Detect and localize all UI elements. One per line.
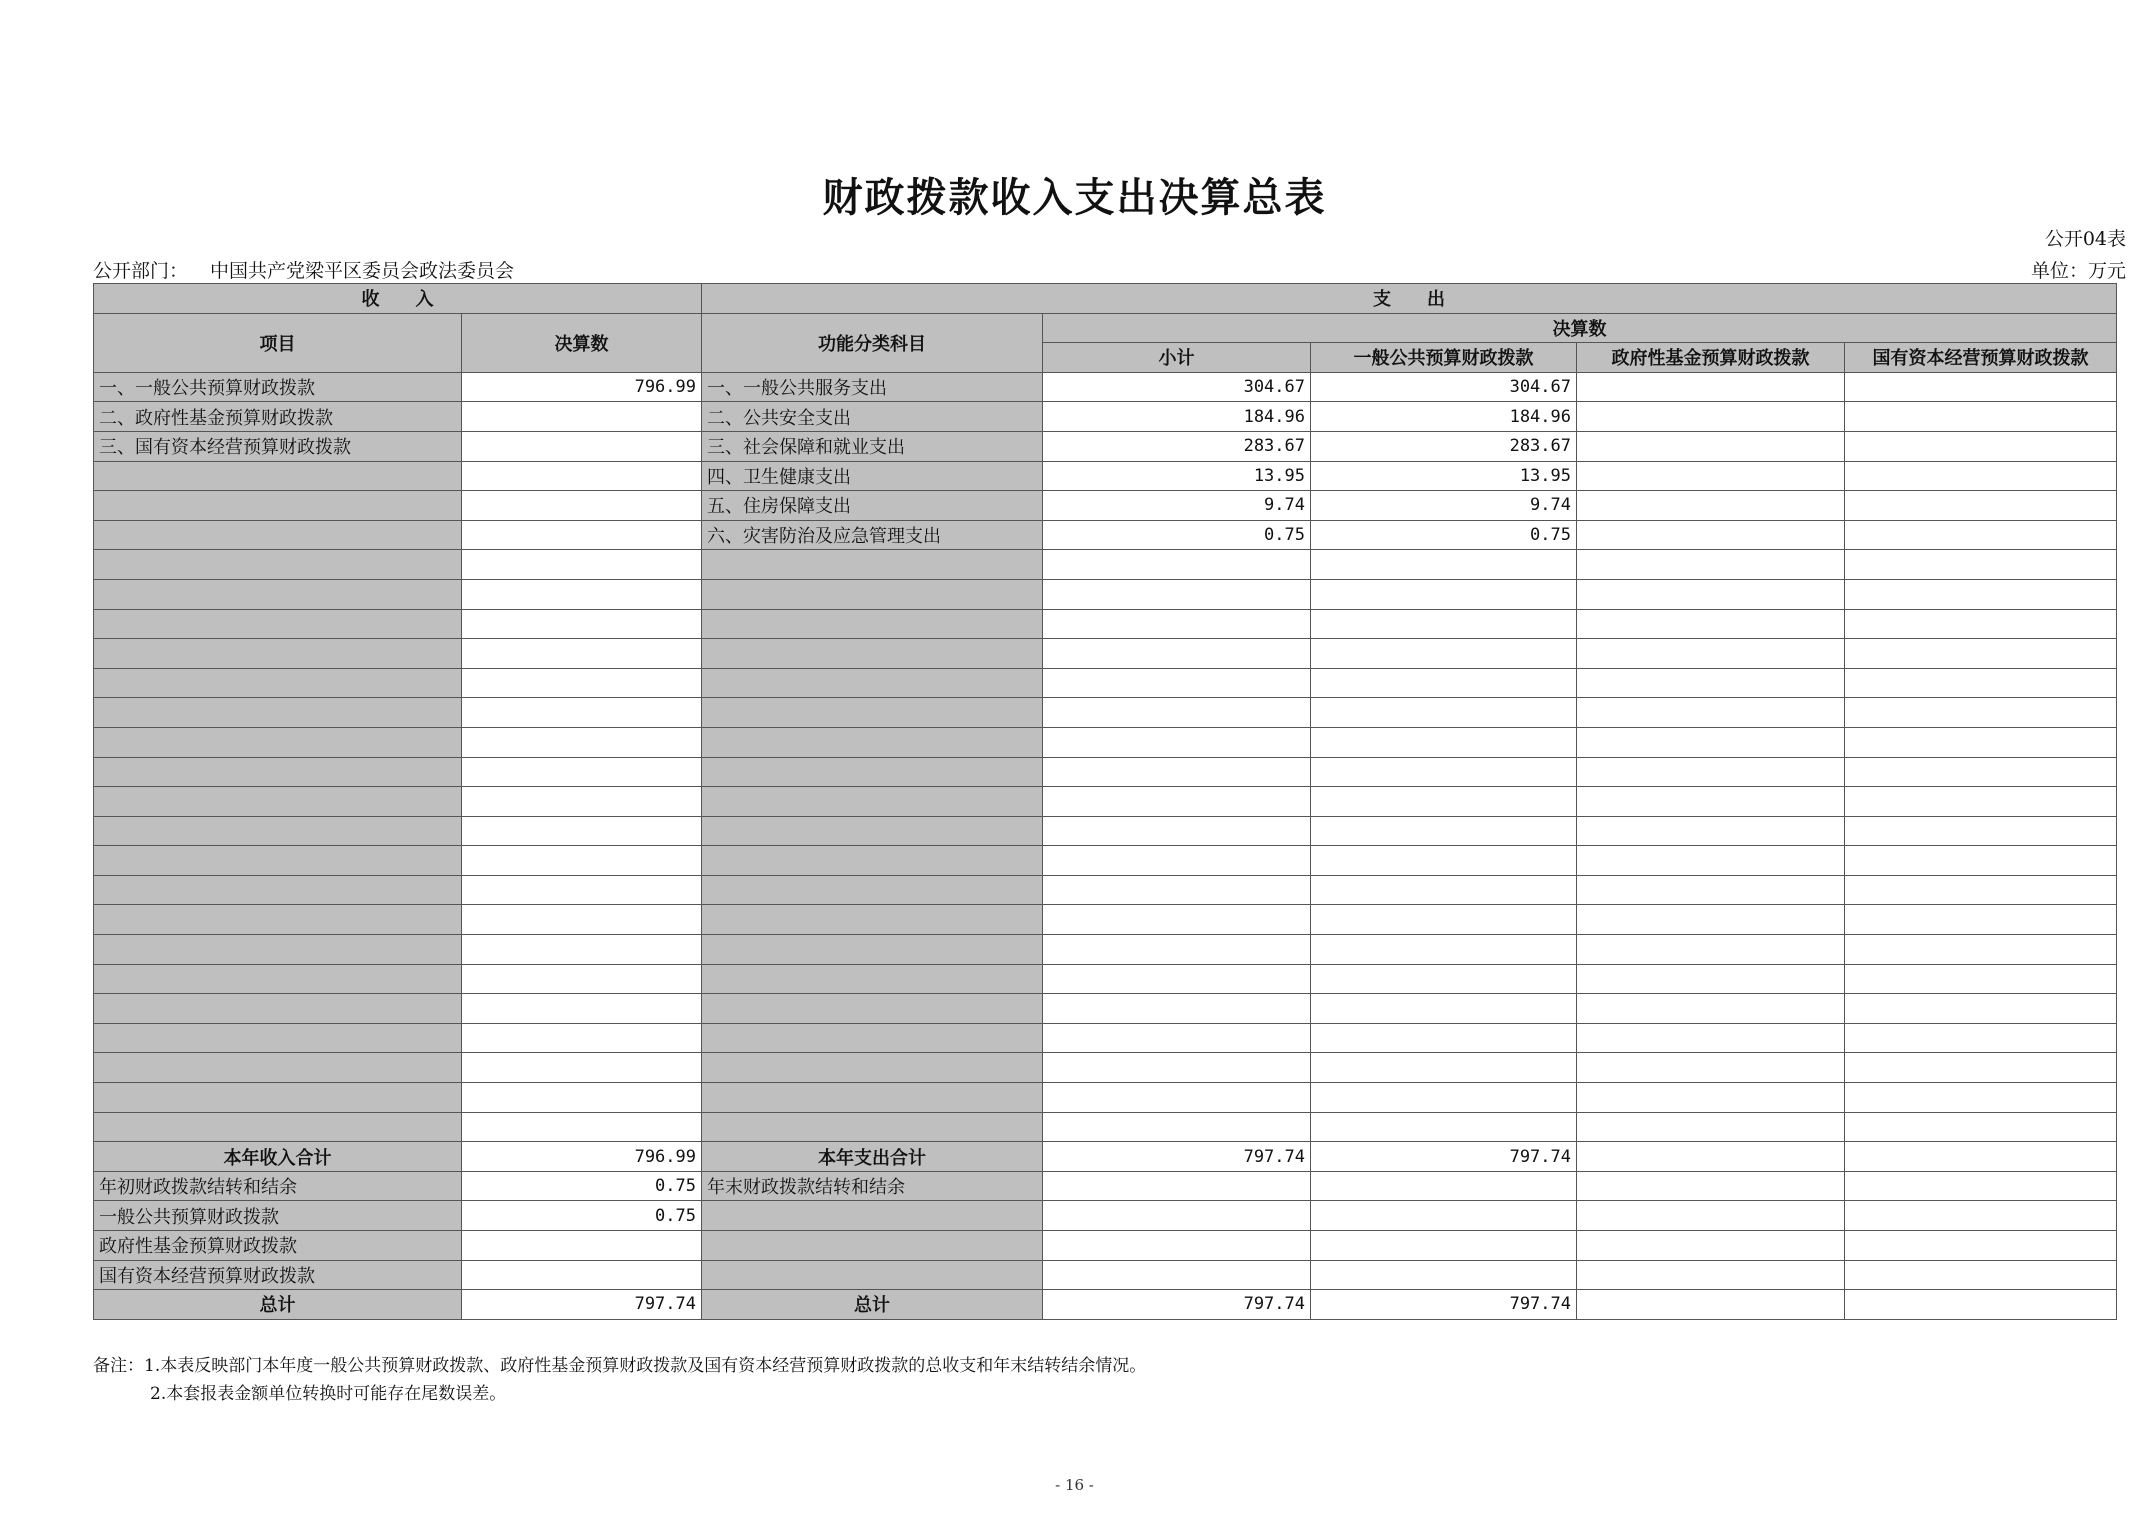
begin-fund-value	[462, 1231, 702, 1261]
expense-item: 四、卫生健康支出	[702, 461, 1043, 491]
begin-capital-label: 国有资本经营预算财政拨款	[94, 1260, 462, 1290]
expense-subtotal: 304.67	[1043, 372, 1311, 402]
expense-fund	[1577, 431, 1845, 461]
empty-row	[94, 609, 2117, 639]
income-item: 三、国有资本经营预算财政拨款	[94, 431, 462, 461]
blank-cell	[702, 846, 1043, 876]
blank-cell	[1577, 609, 1845, 639]
income-amount	[462, 402, 702, 432]
blank-cell	[1311, 1023, 1577, 1053]
blank-cell	[94, 964, 462, 994]
end-balance-capital	[1845, 1171, 2117, 1201]
expense-subtotal: 13.95	[1043, 461, 1311, 491]
income-header: 收 入	[94, 284, 702, 314]
expense-general: 304.67	[1311, 372, 1577, 402]
blank-cell	[462, 1023, 702, 1053]
empty-row	[94, 639, 2117, 669]
blank-cell	[94, 787, 462, 817]
blank-cell	[702, 905, 1043, 935]
blank-cell	[1845, 579, 2117, 609]
blank-cell	[1845, 550, 2117, 580]
blank-cell	[1311, 639, 1577, 669]
blank-cell	[1845, 935, 2117, 965]
blank-cell	[94, 550, 462, 580]
expense-capital	[1845, 402, 2117, 432]
blank-cell	[94, 1053, 462, 1083]
table-row	[94, 402, 2117, 432]
blank-cell	[1043, 964, 1311, 994]
expense-fund	[1577, 461, 1845, 491]
expense-capital	[1845, 520, 2117, 550]
blank-cell	[1043, 727, 1311, 757]
blank-cell	[94, 1023, 462, 1053]
expense-item: 一、一般公共服务支出	[702, 372, 1043, 402]
expense-subtotal: 0.75	[1043, 520, 1311, 550]
blank-cell	[1311, 668, 1577, 698]
blank-cell	[1845, 1231, 2117, 1261]
blank-cell	[702, 639, 1043, 669]
table-row	[94, 461, 2117, 491]
begin-general-label: 一般公共预算财政拨款	[94, 1201, 462, 1231]
empty-row	[94, 1023, 2117, 1053]
blank-cell	[462, 698, 702, 728]
blank-cell	[702, 994, 1043, 1024]
blank-cell	[94, 1112, 462, 1142]
blank-cell	[1845, 1112, 2117, 1142]
year-expense-capital	[1845, 1142, 2117, 1172]
blank-cell	[1845, 1023, 2117, 1053]
empty-row	[94, 935, 2117, 965]
blank-cell	[702, 1231, 1043, 1261]
gov-fund-header: 政府性基金预算财政拨款	[1577, 343, 1845, 373]
blank-cell	[702, 1083, 1043, 1113]
blank-cell	[1043, 639, 1311, 669]
blank-cell	[1311, 875, 1577, 905]
blank-cell	[462, 905, 702, 935]
blank-cell	[702, 964, 1043, 994]
begin-general-value: 0.75	[462, 1201, 702, 1231]
blank-cell	[1845, 639, 2117, 669]
unit-label: 单位：万元	[2030, 260, 2126, 282]
final-amount-group-header: 决算数	[1043, 313, 2117, 343]
blank-cell	[462, 846, 702, 876]
grand-total-expense-label: 总计	[702, 1290, 1043, 1320]
blank-cell	[94, 579, 462, 609]
blank-cell	[1311, 905, 1577, 935]
blank-cell	[94, 846, 462, 876]
blank-cell	[462, 727, 702, 757]
blank-cell	[1311, 1112, 1577, 1142]
blank-cell	[462, 787, 702, 817]
expense-subtotal: 283.67	[1043, 431, 1311, 461]
blank-cell	[94, 935, 462, 965]
blank-cell	[94, 1083, 462, 1113]
blank-cell	[1043, 787, 1311, 817]
blank-cell	[1577, 639, 1845, 669]
begin-balance-label: 年初财政拨款结转和结余	[94, 1171, 462, 1201]
blank-cell	[94, 994, 462, 1024]
grand-total-expense-fund	[1577, 1290, 1845, 1320]
expense-general: 184.96	[1311, 402, 1577, 432]
blank-cell	[462, 935, 702, 965]
blank-cell	[1845, 816, 2117, 846]
general-budget-header: 一般公共预算财政拨款	[1311, 343, 1577, 373]
blank-cell	[1043, 1201, 1311, 1231]
empty-row	[94, 994, 2117, 1024]
year-total-row	[94, 1142, 2117, 1172]
grand-total-income: 797.74	[462, 1290, 702, 1320]
budget-table	[93, 283, 2117, 1320]
blank-cell	[1577, 816, 1845, 846]
blank-cell	[462, 1112, 702, 1142]
blank-cell	[94, 816, 462, 846]
income-amount: 796.99	[462, 372, 702, 402]
func-category-header: 功能分类科目	[702, 313, 1043, 372]
empty-row	[94, 668, 2117, 698]
empty-row	[94, 787, 2117, 817]
blank-cell	[1311, 1201, 1577, 1231]
blank-cell	[1043, 905, 1311, 935]
blank-cell	[462, 609, 702, 639]
empty-row	[94, 757, 2117, 787]
blank-cell	[1043, 698, 1311, 728]
item-header: 项目	[94, 313, 462, 372]
final-amount-header: 决算数	[462, 313, 702, 372]
blank-cell	[1311, 994, 1577, 1024]
blank-cell	[1577, 1023, 1845, 1053]
end-balance-fund	[1577, 1171, 1845, 1201]
blank-cell	[1577, 1231, 1845, 1261]
blank-cell	[1577, 905, 1845, 935]
expense-item: 五、住房保障支出	[702, 491, 1043, 521]
expense-general: 283.67	[1311, 431, 1577, 461]
blank-cell	[1311, 550, 1577, 580]
blank-cell	[1043, 668, 1311, 698]
income-amount	[462, 520, 702, 550]
blank-cell	[702, 875, 1043, 905]
blank-cell	[1845, 994, 2117, 1024]
blank-cell	[462, 1053, 702, 1083]
blank-cell	[1845, 846, 2117, 876]
blank-cell	[94, 905, 462, 935]
blank-cell	[462, 816, 702, 846]
balance-row	[94, 1260, 2117, 1290]
expense-fund	[1577, 372, 1845, 402]
blank-cell	[702, 579, 1043, 609]
blank-cell	[702, 1201, 1043, 1231]
blank-cell	[1311, 698, 1577, 728]
blank-cell	[702, 787, 1043, 817]
blank-cell	[1043, 1260, 1311, 1290]
blank-cell	[702, 935, 1043, 965]
table-row	[94, 520, 2117, 550]
empty-row	[94, 727, 2117, 757]
blank-cell	[1043, 1112, 1311, 1142]
blank-cell	[462, 1083, 702, 1113]
blank-cell	[1577, 757, 1845, 787]
empty-row	[94, 550, 2117, 580]
income-amount	[462, 431, 702, 461]
blank-cell	[1043, 846, 1311, 876]
department-label: 公开部门：	[93, 260, 189, 282]
expense-item: 三、社会保障和就业支出	[702, 431, 1043, 461]
blank-cell	[1311, 1231, 1577, 1261]
blank-cell	[1845, 609, 2117, 639]
year-expense-subtotal: 797.74	[1043, 1142, 1311, 1172]
blank-cell	[1311, 816, 1577, 846]
empty-row	[94, 816, 2117, 846]
empty-row	[94, 1083, 2117, 1113]
year-income-value: 796.99	[462, 1142, 702, 1172]
blank-cell	[1577, 579, 1845, 609]
blank-cell	[1311, 846, 1577, 876]
begin-capital-value	[462, 1260, 702, 1290]
blank-cell	[1577, 875, 1845, 905]
end-balance-label: 年末财政拨款结转和结余	[702, 1171, 1043, 1201]
blank-cell	[1577, 550, 1845, 580]
table-row	[94, 431, 2117, 461]
expense-item: 二、公共安全支出	[702, 402, 1043, 432]
blank-cell	[1043, 1083, 1311, 1113]
blank-cell	[702, 727, 1043, 757]
blank-cell	[1845, 727, 2117, 757]
blank-cell	[1043, 875, 1311, 905]
blank-cell	[1845, 787, 2117, 817]
expense-fund	[1577, 491, 1845, 521]
blank-cell	[94, 757, 462, 787]
blank-cell	[1577, 1112, 1845, 1142]
income-amount	[462, 461, 702, 491]
balance-row	[94, 1201, 2117, 1231]
year-expense-fund	[1577, 1142, 1845, 1172]
income-item	[94, 491, 462, 521]
balance-row	[94, 1171, 2117, 1201]
blank-cell	[702, 668, 1043, 698]
blank-cell	[1043, 935, 1311, 965]
blank-cell	[1577, 1053, 1845, 1083]
table-row	[94, 372, 2117, 402]
income-item: 二、政府性基金预算财政拨款	[94, 402, 462, 432]
empty-row	[94, 579, 2117, 609]
empty-row	[94, 875, 2117, 905]
empty-row	[94, 846, 2117, 876]
blank-cell	[462, 964, 702, 994]
blank-cell	[462, 668, 702, 698]
blank-cell	[1577, 1083, 1845, 1113]
income-item	[94, 520, 462, 550]
blank-cell	[1311, 935, 1577, 965]
blank-cell	[702, 816, 1043, 846]
year-income-label: 本年收入合计	[94, 1142, 462, 1172]
empty-row	[94, 905, 2117, 935]
blank-cell	[702, 1053, 1043, 1083]
blank-cell	[1311, 1260, 1577, 1290]
blank-cell	[1043, 994, 1311, 1024]
blank-cell	[1845, 1083, 2117, 1113]
expense-capital	[1845, 461, 2117, 491]
expense-fund	[1577, 520, 1845, 550]
blank-cell	[1043, 579, 1311, 609]
blank-cell	[1845, 1201, 2117, 1231]
blank-cell	[1043, 1053, 1311, 1083]
subtotal-header: 小计	[1043, 343, 1311, 373]
end-balance-general	[1311, 1171, 1577, 1201]
grand-total-expense-capital	[1845, 1290, 2117, 1320]
blank-cell	[94, 668, 462, 698]
blank-cell	[1311, 727, 1577, 757]
expense-fund	[1577, 402, 1845, 432]
begin-balance-value: 0.75	[462, 1171, 702, 1201]
blank-cell	[1311, 1053, 1577, 1083]
grand-total-expense-general: 797.74	[1311, 1290, 1577, 1320]
expense-general: 0.75	[1311, 520, 1577, 550]
blank-cell	[94, 727, 462, 757]
blank-cell	[1043, 1231, 1311, 1261]
note-line-1: 备注：1.本表反映部门本年度一般公共预算财政拨款、政府性基金预算财政拨款及国有资本经营预算财政拨款的总收支和年末结转结余情况。	[93, 1356, 1147, 1376]
blank-cell	[1577, 964, 1845, 994]
blank-cell	[1043, 816, 1311, 846]
page-title: 财政拨款收入支出决算总表	[822, 175, 1327, 221]
blank-cell	[1043, 757, 1311, 787]
expense-capital	[1845, 491, 2117, 521]
blank-cell	[94, 875, 462, 905]
blank-cell	[1577, 935, 1845, 965]
blank-cell	[462, 639, 702, 669]
end-balance-subtotal	[1043, 1171, 1311, 1201]
blank-cell	[702, 757, 1043, 787]
blank-cell	[1043, 609, 1311, 639]
blank-cell	[1845, 668, 2117, 698]
blank-cell	[462, 875, 702, 905]
state-capital-header: 国有资本经营预算财政拨款	[1845, 343, 2117, 373]
blank-cell	[1311, 609, 1577, 639]
expense-general: 9.74	[1311, 491, 1577, 521]
blank-cell	[1043, 1023, 1311, 1053]
empty-row	[94, 1112, 2117, 1142]
expense-subtotal: 9.74	[1043, 491, 1311, 521]
blank-cell	[1577, 1260, 1845, 1290]
balance-row	[94, 1231, 2117, 1261]
blank-cell	[702, 609, 1043, 639]
blank-cell	[462, 994, 702, 1024]
blank-cell	[94, 609, 462, 639]
blank-cell	[462, 550, 702, 580]
blank-cell	[1577, 1201, 1845, 1231]
blank-cell	[462, 579, 702, 609]
empty-row	[94, 1053, 2117, 1083]
blank-cell	[1311, 579, 1577, 609]
blank-cell	[702, 1260, 1043, 1290]
income-item	[94, 461, 462, 491]
blank-cell	[1311, 964, 1577, 994]
blank-cell	[702, 1023, 1043, 1053]
blank-cell	[1577, 698, 1845, 728]
blank-cell	[702, 698, 1043, 728]
blank-cell	[94, 698, 462, 728]
blank-cell	[1845, 964, 2117, 994]
year-expense-label: 本年支出合计	[702, 1142, 1043, 1172]
department	[93, 256, 514, 283]
income-amount	[462, 491, 702, 521]
grand-total-expense-subtotal: 797.74	[1043, 1290, 1311, 1320]
empty-row	[94, 964, 2117, 994]
blank-cell	[94, 639, 462, 669]
expense-general: 13.95	[1311, 461, 1577, 491]
expense-item: 六、灾害防治及应急管理支出	[702, 520, 1043, 550]
blank-cell	[1845, 698, 2117, 728]
blank-cell	[702, 1112, 1043, 1142]
blank-cell	[1043, 550, 1311, 580]
blank-cell	[1311, 1083, 1577, 1113]
blank-cell	[1577, 668, 1845, 698]
blank-cell	[1311, 787, 1577, 817]
blank-cell	[1845, 757, 2117, 787]
blank-cell	[1845, 1260, 2117, 1290]
table-row	[94, 491, 2117, 521]
blank-cell	[1577, 727, 1845, 757]
year-expense-general: 797.74	[1311, 1142, 1577, 1172]
blank-cell	[1577, 787, 1845, 817]
expense-subtotal: 184.96	[1043, 402, 1311, 432]
income-item: 一、一般公共预算财政拨款	[94, 372, 462, 402]
blank-cell	[462, 757, 702, 787]
empty-row	[94, 698, 2117, 728]
form-code: 公开04表	[2044, 228, 2126, 250]
note-line-2: 2.本套报表金额单位转换时可能存在尾数误差。	[150, 1384, 507, 1404]
expense-header: 支 出	[702, 284, 2117, 314]
begin-fund-label: 政府性基金预算财政拨款	[94, 1231, 462, 1261]
expense-capital	[1845, 372, 2117, 402]
notes	[93, 1352, 1146, 1408]
blank-cell	[1845, 1053, 2117, 1083]
page-number: - 16 -	[1055, 1476, 1094, 1494]
blank-cell	[1577, 846, 1845, 876]
grand-total-row	[94, 1290, 2117, 1320]
department-name: 中国共产党梁平区委员会政法委员会	[210, 260, 515, 282]
blank-cell	[702, 550, 1043, 580]
expense-capital	[1845, 431, 2117, 461]
blank-cell	[1845, 875, 2117, 905]
blank-cell	[1311, 757, 1577, 787]
blank-cell	[1577, 994, 1845, 1024]
grand-total-income-label: 总计	[94, 1290, 462, 1320]
blank-cell	[1845, 905, 2117, 935]
